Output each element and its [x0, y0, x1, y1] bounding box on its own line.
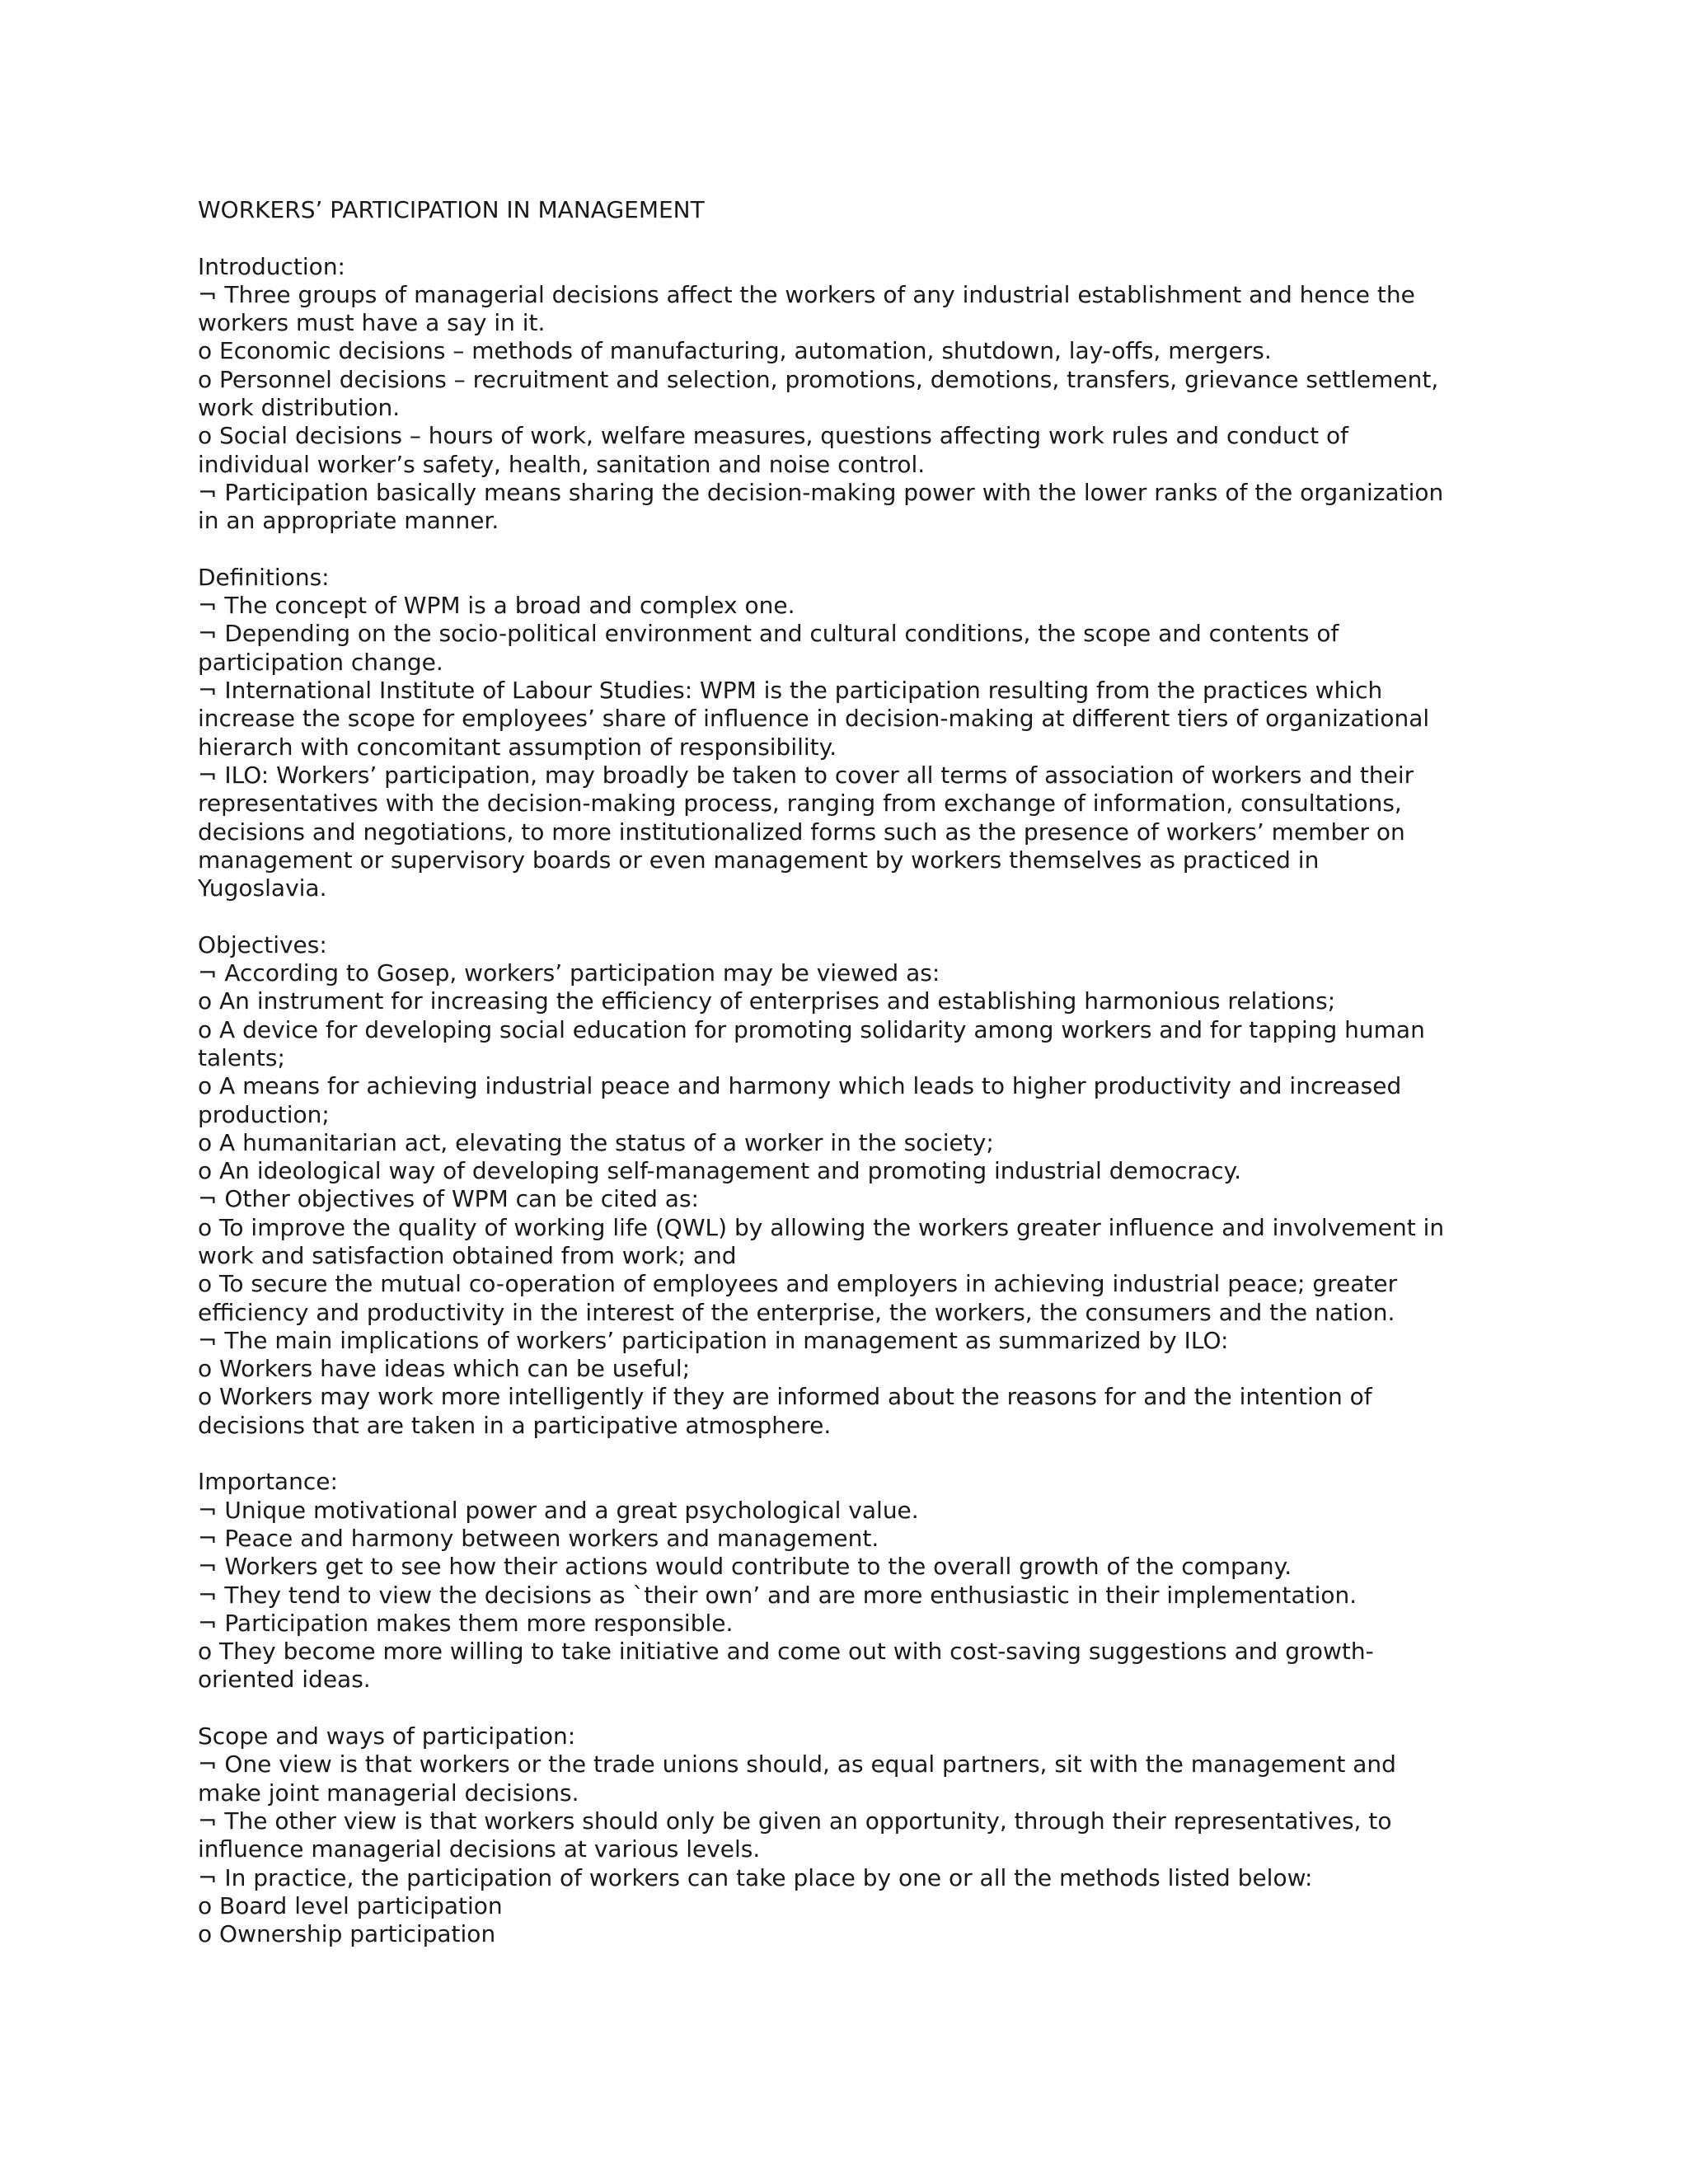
body-line: ¬ Peace and harmony between workers and management. — [198, 1524, 879, 1552]
body-line: ¬ Participation basically means sharing the decision-making power with the lower ranks of the organization — [198, 478, 1444, 506]
document-title: WORKERS’ PARTICIPATION IN MANAGEMENT — [198, 196, 705, 223]
document-page — [198, 196, 1500, 1948]
body-line: hierarch with concomitant assumption of responsibility. — [198, 733, 837, 761]
document-body — [198, 253, 1500, 1949]
body-line: ¬ Participation makes them more responsible. — [198, 1609, 734, 1637]
body-line: ¬ In practice, the participation of workers can take place by one or all the methods listed below: — [198, 1863, 1313, 1891]
body-line: ¬ The concept of WPM is a broad and complex one. — [198, 592, 795, 620]
body-line: o Social decisions – hours of work, welfare measures, questions affecting work rules and conduct of — [198, 422, 1349, 450]
body-line: o Workers have ideas which can be useful; — [198, 1355, 691, 1383]
body-line: o Personnel decisions – recruitment and selection, promotions, demotions, transfers, grievance settlement, — [198, 365, 1439, 393]
body-line: talents; — [198, 1043, 285, 1071]
body-line: in an appropriate manner. — [198, 507, 499, 535]
body-line: efficiency and productivity in the interest of the enterprise, the workers, the consumers and the nation. — [198, 1298, 1395, 1326]
body-line: influence managerial decisions at various levels. — [198, 1835, 761, 1863]
body-line: ¬ They tend to view the decisions as `their own’ and are more enthusiastic in their implementation. — [198, 1581, 1357, 1609]
body-line: o An ideological way of developing self-management and promoting industrial democracy. — [198, 1157, 1242, 1185]
body-line: o A humanitarian act, elevating the status of a worker in the society; — [198, 1128, 994, 1156]
body-line: representatives with the decision-making process, ranging from exchange of information, consultations, — [198, 790, 1402, 818]
body-line: ¬ International Institute of Labour Studies: WPM is the participation resulting from the practices which — [198, 677, 1383, 705]
body-line: work distribution. — [198, 394, 401, 422]
body-line: individual worker’s safety, health, sanitation and noise control. — [198, 450, 926, 478]
section — [198, 1722, 1500, 1948]
body-line: ¬ Other objectives of WPM can be cited as: — [198, 1185, 699, 1213]
section — [198, 1468, 1500, 1694]
section-heading: Objectives: — [198, 930, 327, 958]
section-heading: Definitions: — [198, 563, 330, 591]
body-line: o Economic decisions – methods of manufacturing, automation, shutdown, lay-offs, mergers. — [198, 337, 1272, 365]
body-line: increase the scope for employees’ share of influence in decision-making at different tiers of organizational — [198, 705, 1430, 733]
body-line: ¬ Depending on the socio-political environment and cultural conditions, the scope and contents of — [198, 620, 1339, 648]
body-line: Yugoslavia. — [198, 874, 327, 902]
body-line: o To improve the quality of working life (QWL) by allowing the workers greater influence and involvement in — [198, 1213, 1445, 1241]
body-line: o An instrument for increasing the efficiency of enterprises and establishing harmonious relations; — [198, 987, 1336, 1015]
body-line: decisions and negotiations, to more institutionalized forms such as the presence of workers’ member on — [198, 818, 1405, 846]
body-line: ¬ The other view is that workers should only be given an opportunity, through their representatives, to — [198, 1807, 1392, 1835]
body-line: ¬ Three groups of managerial decisions affect the workers of any industrial establishment and hence the — [198, 280, 1415, 308]
body-line: make joint managerial decisions. — [198, 1779, 579, 1807]
body-line: ¬ Workers get to see how their actions would contribute to the overall growth of the company. — [198, 1553, 1292, 1581]
body-line: participation change. — [198, 648, 443, 676]
body-line: production; — [198, 1100, 330, 1128]
body-line: decisions that are taken in a participative atmosphere. — [198, 1411, 832, 1439]
spacer — [198, 224, 1500, 252]
body-line: o To secure the mutual co-operation of employees and employers in achieving industrial peace; greater — [198, 1270, 1398, 1298]
section-heading: Importance: — [198, 1468, 338, 1496]
body-line: o A means for achieving industrial peace and harmony which leads to higher productivity and increased — [198, 1072, 1402, 1100]
body-line: oriented ideas. — [198, 1666, 371, 1694]
body-line: ¬ Unique motivational power and a great psychological value. — [198, 1496, 919, 1524]
body-line: workers must have a say in it. — [198, 309, 546, 337]
body-line: ¬ ILO: Workers’ participation, may broadly be taken to cover all terms of association of workers and their — [198, 761, 1414, 789]
section — [198, 931, 1500, 1440]
body-line: ¬ According to Gosep, workers’ participation may be viewed as: — [198, 959, 940, 987]
spacer — [198, 1694, 1500, 1722]
section — [198, 564, 1500, 903]
body-line: o Board level participation — [198, 1891, 503, 1919]
spacer — [198, 1440, 1500, 1468]
body-line: o Ownership participation — [198, 1920, 496, 1948]
spacer — [198, 536, 1500, 564]
body-line: work and satisfaction obtained from work; and — [198, 1241, 737, 1269]
spacer — [198, 902, 1500, 930]
body-line: o A device for developing social education for promoting solidarity among workers and for tapping human — [198, 1015, 1425, 1043]
body-line: ¬ One view is that workers or the trade unions should, as equal partners, sit with the management and — [198, 1750, 1396, 1779]
section-heading: Introduction: — [198, 252, 345, 280]
body-line: o They become more willing to take initiative and come out with cost-saving suggestions and growth- — [198, 1638, 1374, 1666]
section — [198, 253, 1500, 536]
body-line: o Workers may work more intelligently if they are informed about the reasons for and the intention of — [198, 1383, 1372, 1411]
body-line: management or supervisory boards or even management by workers themselves as practiced in — [198, 846, 1320, 874]
section-heading: Scope and ways of participation: — [198, 1722, 576, 1750]
body-line: ¬ The main implications of workers’ participation in management as summarized by ILO: — [198, 1326, 1229, 1354]
